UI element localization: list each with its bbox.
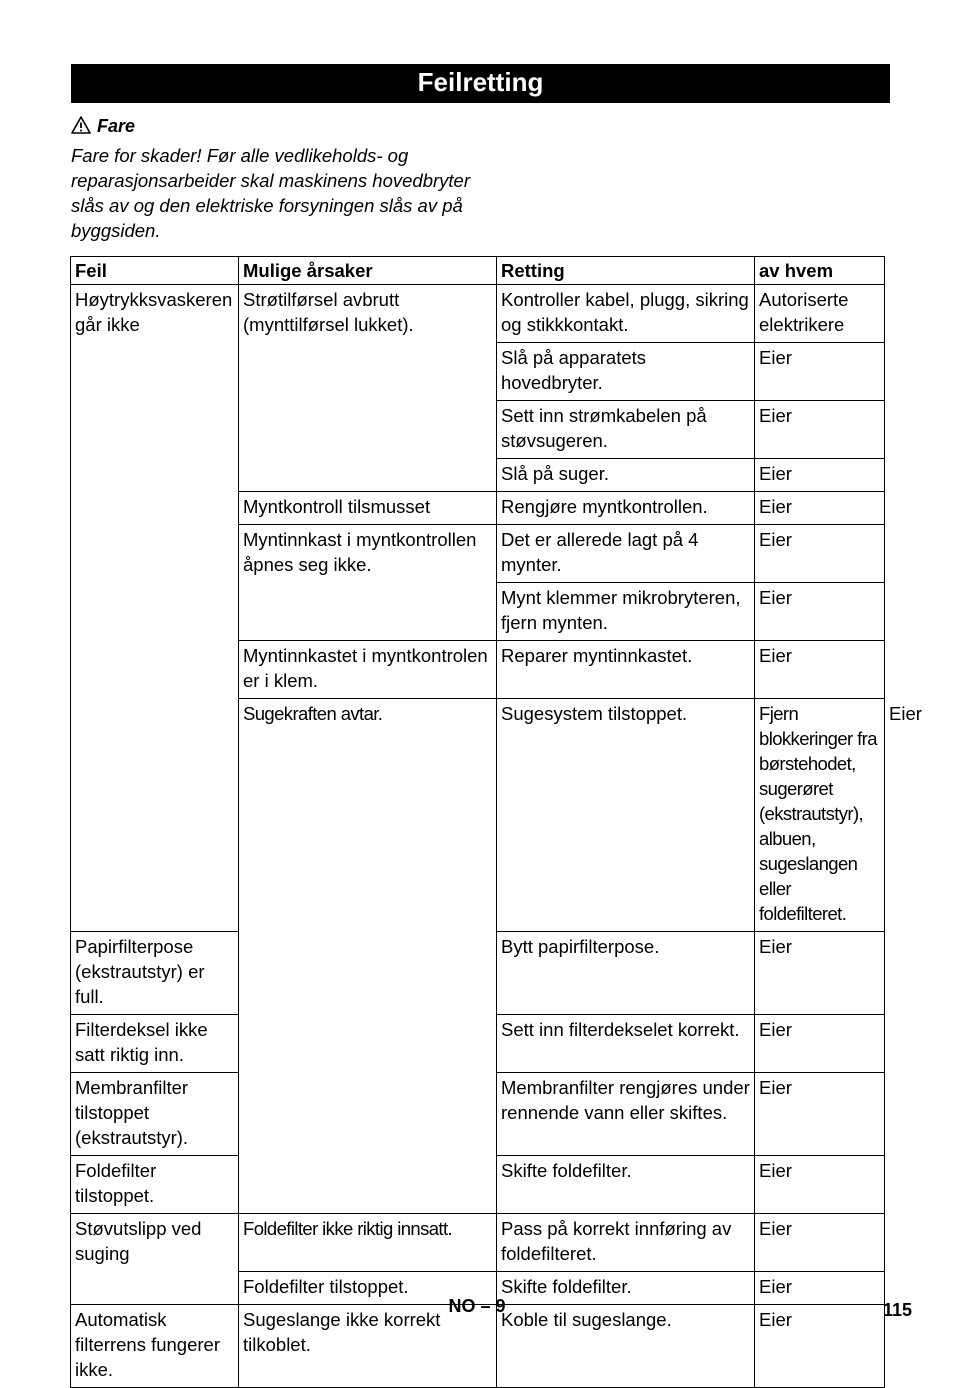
remedy-cell: Bytt papirfilterpose. <box>497 932 755 1015</box>
remedy-cell: Reparer myntinnkastet. <box>497 641 755 699</box>
warning-block <box>71 114 491 243</box>
by-whom-cell: Eier <box>755 932 885 1015</box>
page-title: Feilretting <box>71 64 890 103</box>
remedy-cell: Mynt klemmer mikrobryteren, fjern mynten. <box>497 583 755 641</box>
cause-cell: Foldefilter tilstoppet. <box>239 1272 497 1305</box>
header-by-whom: av hvem <box>755 257 885 285</box>
table-row <box>71 285 885 343</box>
by-whom-cell: Eier <box>755 641 885 699</box>
remedy-cell: Sett inn strømkabelen på støvsugeren. <box>497 401 755 459</box>
by-whom-cell: Eier <box>755 1214 885 1272</box>
by-whom-cell: Eier <box>755 343 885 401</box>
fault-cell: Sugekraften avtar. <box>239 699 497 1214</box>
by-whom-cell: Autoriserte elektrikere <box>755 285 885 343</box>
remedy-cell: Koble til sugeslange. <box>497 1305 755 1388</box>
page-number: 115 <box>882 1300 912 1320</box>
remedy-cell: Det er allerede lagt på 4 mynter. <box>497 525 755 583</box>
cause-cell: Foldefilter ikke riktig innsatt. <box>239 1214 497 1272</box>
by-whom-cell: Eier <box>755 459 885 492</box>
table-header-row <box>71 257 885 285</box>
cause-cell: Myntinnkastet i myntkontrolen er i klem. <box>239 641 497 699</box>
remedy-cell: Membranfilter rengjøres under rennende vann eller skiftes. <box>497 1073 755 1156</box>
warning-text: Fare for skader! Før alle vedlikeholds- og reparasjonsarbeider skal maskinens hovedbryter slås av og den elektriske forsyningen slås av på byggsiden. <box>71 145 470 241</box>
by-whom-cell: Eier <box>755 1073 885 1156</box>
cause-cell: Myntinnkast i myntkontrollen åpnes seg ikke. <box>239 525 497 641</box>
fault-cell: Automatisk filterrens fungerer ikke. <box>71 1305 239 1388</box>
table-row <box>71 1214 885 1272</box>
remedy-cell: Slå på apparatets hovedbryter. <box>497 343 755 401</box>
by-whom-cell: Eier <box>755 1272 885 1305</box>
by-whom-cell: Eier <box>755 401 885 459</box>
remedy-cell: Kontroller kabel, plugg, sikring og stikkkontakt. <box>497 285 755 343</box>
warning-triangle-icon <box>71 116 97 136</box>
section-page-number: NO – 9 <box>448 1296 506 1316</box>
header-causes: Mulige årsaker <box>239 257 497 285</box>
by-whom-cell: Eier <box>755 492 885 525</box>
table-row: Sugekraften avtar. Sugesystem tilstoppet. Fjern blokkeringer fra børstehodet, sugerøret (ekstrautstyr), albuen, sugeslangen eller foldefilteret. Eier <box>71 699 885 932</box>
cause-cell: Foldefilter tilstoppet. <box>71 1156 239 1214</box>
remedy-cell: Fjern blokkeringer fra børstehodet, sugerøret (ekstrautstyr), albuen, sugeslangen eller foldefilteret. <box>755 699 885 932</box>
warning-heading <box>71 114 491 139</box>
fault-cell: Høytrykksvaskeren går ikke <box>71 285 239 932</box>
remedy-cell: Skifte foldefilter. <box>497 1272 755 1305</box>
remedy-cell: Sett inn filterdekselet korrekt. <box>497 1015 755 1073</box>
remedy-cell: Pass på korrekt innføring av foldefilteret. <box>497 1214 755 1272</box>
cause-cell: Strøtilførsel avbrutt (mynttilførsel lukket). <box>239 285 497 492</box>
remedy-cell: Skifte foldefilter. <box>497 1156 755 1214</box>
fault-cell: Støvutslipp ved suging <box>71 1214 239 1305</box>
cause-cell: Sugesystem tilstoppet. <box>497 699 755 932</box>
header-fault: Feil <box>71 257 239 285</box>
remedy-cell: Rengjøre myntkontrollen. <box>497 492 755 525</box>
remedy-cell: Slå på suger. <box>497 459 755 492</box>
cause-cell: Papirfilterpose (ekstrautstyr) er full. <box>71 932 239 1015</box>
by-whom-cell: Eier <box>755 1305 885 1388</box>
cause-cell: Filterdeksel ikke satt riktig inn. <box>71 1015 239 1073</box>
by-whom-cell: Eier <box>755 1015 885 1073</box>
by-whom-cell: Eier <box>755 1156 885 1214</box>
cause-cell: Myntkontroll tilsmusset <box>239 492 497 525</box>
by-whom-cell: Eier <box>755 583 885 641</box>
header-remedy: Retting <box>497 257 755 285</box>
warning-label: Fare <box>97 116 136 136</box>
by-whom-cell: Eier <box>755 525 885 583</box>
cause-cell: Membranfilter tilstoppet (ekstrautstyr). <box>71 1073 239 1156</box>
cause-cell: Sugeslange ikke korrekt tilkoblet. <box>239 1305 497 1388</box>
